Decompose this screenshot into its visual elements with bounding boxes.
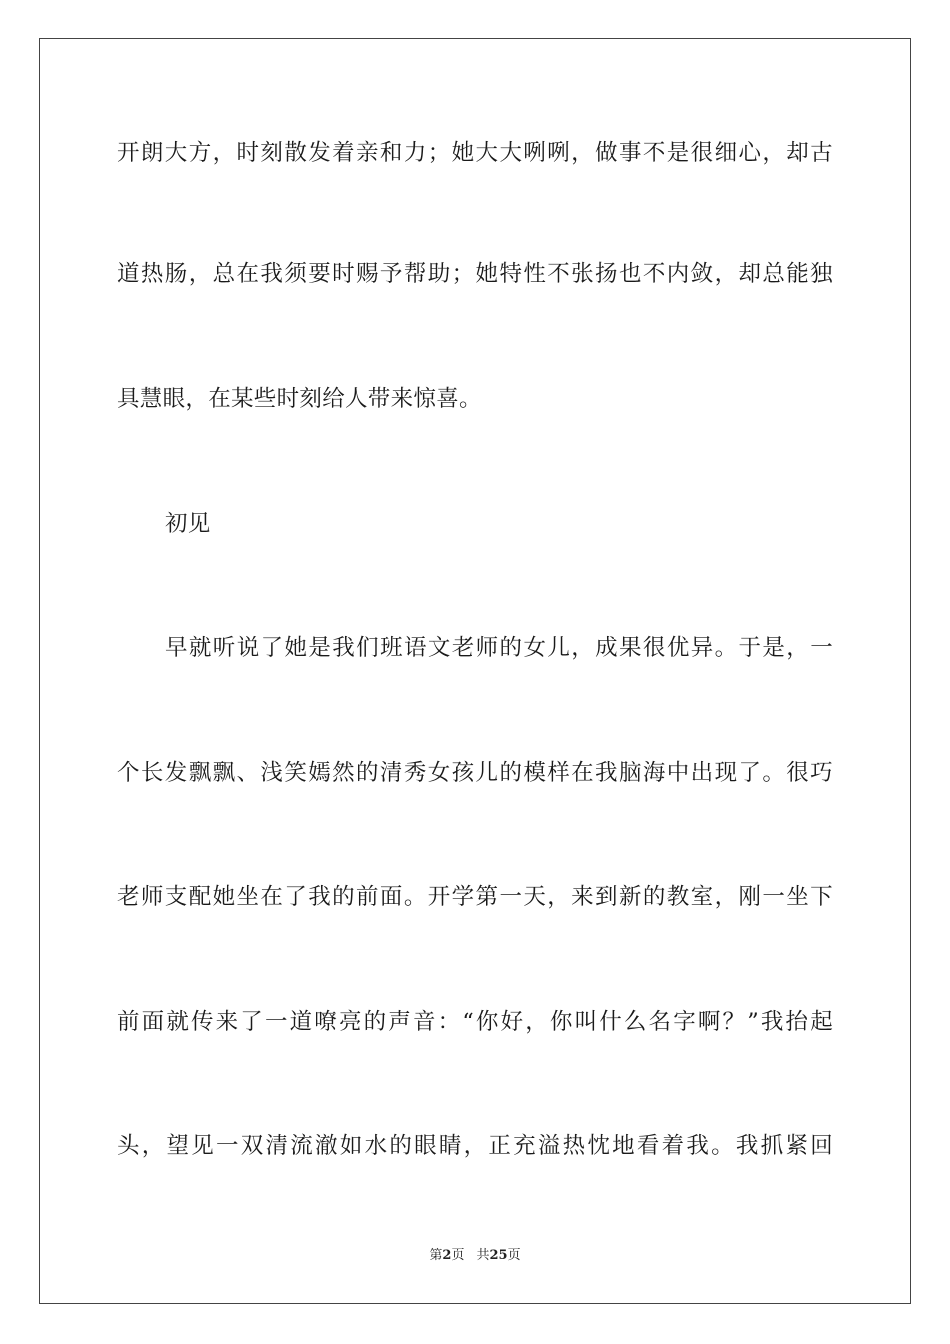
body-line-2: 道热肠，总在我须要时赐予帮助；她特性不张扬也不内敛，却总能独 [117,261,833,287]
page-number: 2 [442,1248,452,1263]
page-prefix: 第 [429,1248,443,1263]
total-prefix: 共 [476,1248,490,1263]
total-pages: 25 [489,1248,508,1263]
body-line-6: 个长发飘飘、浅笑嫣然的清秀女孩儿的模样在我脑海中出现了。很巧 [117,760,833,786]
body-line-8: 前面就传来了一道嘹亮的声音：“你好，你叫什么名字啊？”我抬起 [117,1009,833,1035]
page-footer [0,1247,950,1265]
body-line-9: 头，望见一双清流澈如水的眼睛，正充溢热忱地看着我。我抓紧回 [117,1133,833,1159]
section-heading: 初见 [165,511,211,537]
body-line-5: 早就听说了她是我们班语文老师的女儿，成果很优异。于是，一 [165,635,833,661]
page-border [39,38,911,1304]
total-suffix: 页 [507,1248,521,1263]
body-line-3: 具慧眼，在某些时刻给人带来惊喜。 [117,386,482,412]
body-line-7: 老师支配她坐在了我的前面。开学第一天，来到新的教室，刚一坐下 [117,884,833,910]
page-suffix: 页 [451,1248,465,1263]
body-line-1: 开朗大方，时刻散发着亲和力；她大大咧咧，做事不是很细心，却古 [117,140,833,166]
